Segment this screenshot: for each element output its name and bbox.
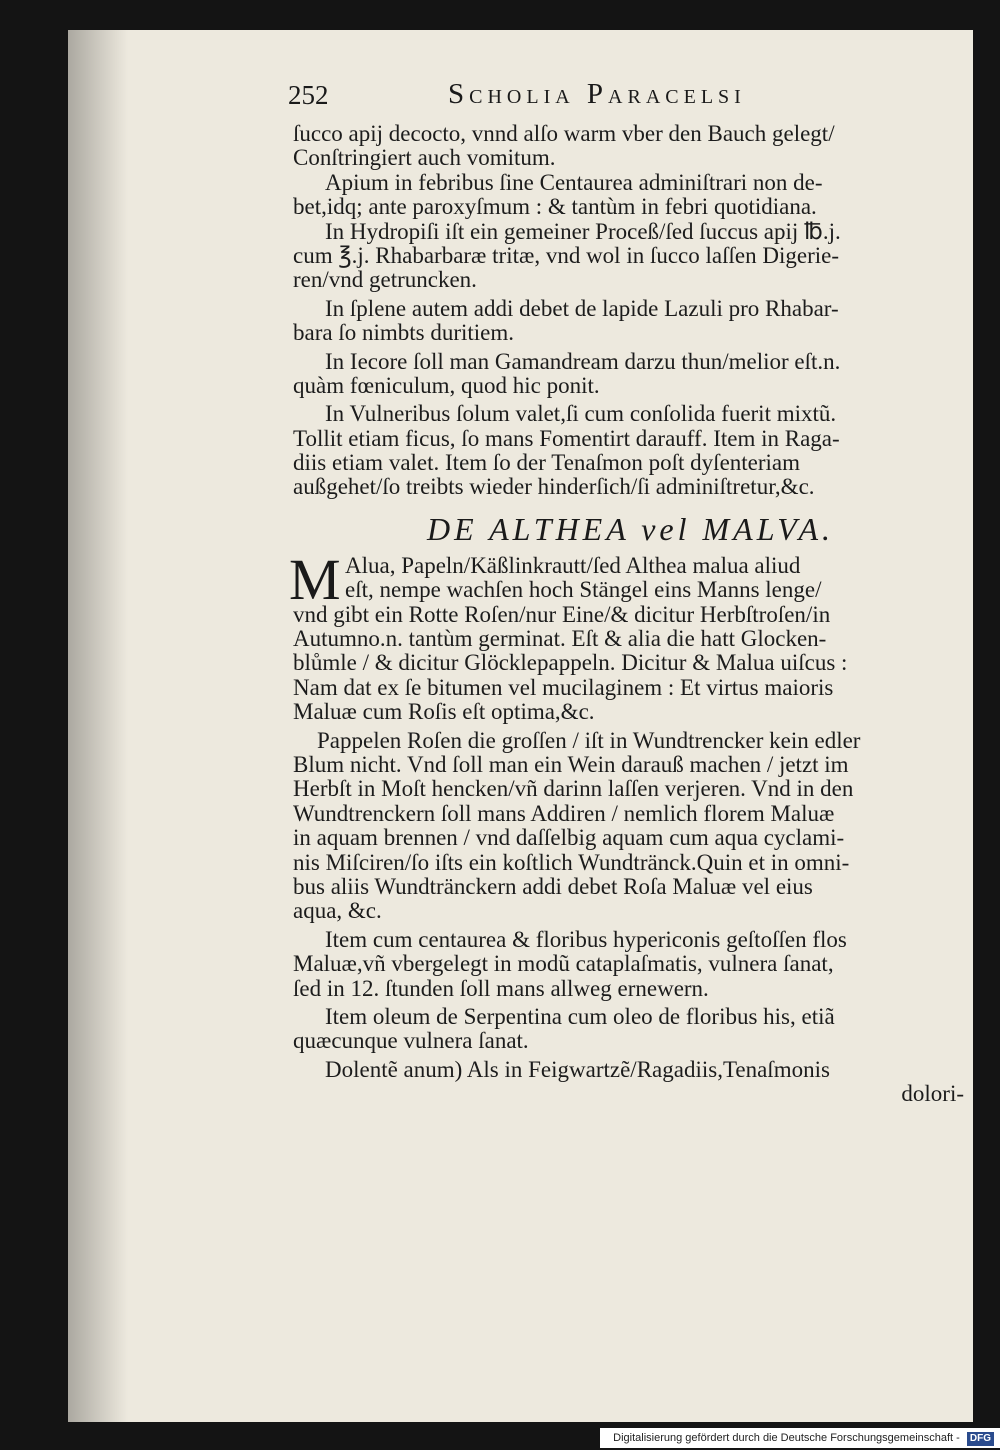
text-line: Dolentẽ anum) Als in Feigwartzẽ/Ragadiis,Tenaſmonis	[325, 1057, 830, 1082]
text-line: Item cum centaurea & floribus hypericonis geſtoſſen flos	[325, 927, 847, 952]
text-line: aqua, &c.	[293, 899, 382, 924]
credit-text: Digitalisierung gefördert durch die Deutsche Forschungsgemeinschaft -	[613, 1432, 960, 1444]
page-header	[288, 78, 958, 128]
section-title: DE ALTHEA vel MALVA.	[426, 510, 835, 547]
text-line: Autumno.n. tantùm germinat. Eſt & alia die hatt Glocken-	[293, 627, 827, 652]
running-head: Scholia Paracelsi	[448, 78, 746, 110]
text-line: Apium in febribus ſine Centaurea adminiſtrari non de-	[325, 170, 823, 195]
text-line: blůmle / & dicitur Glöcklepappeln. Dicitur & Malua uiſcus :	[293, 651, 848, 676]
text-line-content: Alua, Papeln/Käßlinkrautt/ſed Althea malua aliud	[345, 552, 801, 578]
text-line: In Vulneribus ſolum valet,ſi cum conſolida fuerit mixtũ.	[325, 402, 837, 427]
text-line: ſed in 12. ſtunden ſoll mans allweg ernewern.	[293, 976, 709, 1001]
text-line: Blum nicht. Vnd ſoll man ein Wein darauß machen / jetzt im	[293, 752, 849, 777]
text-line: eſt, nempe wachſen hoch Stängel eins Manns lenge/	[345, 578, 822, 603]
text-line: Conſtringiert auch vomitum.	[293, 146, 556, 171]
book-page	[68, 30, 973, 1422]
text-line: außgehet/ſo treibts wieder hinderſich/ſi adminiſtretur,&c.	[293, 475, 815, 500]
page-text	[289, 122, 968, 1107]
text-line: Nam dat ex ſe bitumen vel mucilaginem : Et virtus maioris	[293, 675, 834, 700]
text-line: In Iecore ſoll man Gamandream darzu thun/melior eſt.n.	[325, 349, 841, 374]
digitization-credit	[600, 1428, 1000, 1448]
text-line: nis Miſciren/ſo iſts ein koſtlich Wundtränck.Quin et in omni-	[293, 850, 850, 875]
text-line: in aquam brennen / vnd daſſelbig aquam cum aqua cyclami-	[293, 826, 845, 851]
text-line: bet,idq; ante paroxyſmum : & tantùm in febri quotidiana.	[293, 195, 817, 220]
text-line: bus aliis Wundtränckern addi debet Roſa Maluæ vel eius	[293, 874, 813, 899]
catchword: dolori-	[901, 1082, 964, 1107]
text-line: quàm fœniculum, quod hic ponit.	[293, 373, 600, 398]
text-line: Tollit etiam ficus, ſo mans Fomentirt darauff. Item in Raga-	[293, 426, 840, 451]
text-line: ſucco apij decocto, vnnd alſo warm vber den Bauch gelegt/	[293, 122, 835, 146]
drop-cap: M	[289, 546, 341, 612]
text-line: cum ℥.j. Rhabarbaræ tritæ, vnd wol in ſucco laſſen Digerie-	[293, 243, 839, 268]
text-line: Maluæ cum Roſis eſt optima,&c.	[293, 700, 595, 725]
text-line: vnd gibt ein Rotte Roſen/nur Eine/& dicitur Herbſtroſen/in	[293, 602, 831, 627]
text-line: ren/vnd getruncken.	[293, 268, 477, 293]
text-line: Pappelen Roſen die groſſen / iſt in Wundtrencker kein edler	[317, 728, 861, 753]
text-line: diis etiam valet. Item ſo der Tenaſmon poſt dyſenteriam	[293, 451, 801, 476]
page-number: 252	[288, 80, 329, 110]
text-line: Wundtrenckern ſoll mans Addiren / nemlich florem Maluæ	[293, 801, 835, 826]
text-line: In Hydropiſi iſt ein gemeiner Proceß/ſed ſuccus apij ℔.j.	[325, 219, 841, 244]
text-line: quæcunque vulnera ſanat.	[293, 1029, 529, 1054]
text-line: Herbſt in Moſt hencken/vñ darinn laſſen verjeren. Vnd in den	[293, 777, 854, 802]
text-line: Maluæ,vñ vbergelegt in modũ cataplaſmatis, vulnera ſanat,	[293, 952, 834, 977]
text-line: Item oleum de Serpentina cum oleo de floribus his, etiã	[325, 1004, 835, 1029]
text-line: In ſplene autem addi debet de lapide Lazuli pro Rhabar-	[325, 296, 839, 321]
text-line: bara ſo nimbts duritiem.	[293, 321, 515, 346]
dfg-logo-icon: DFG	[967, 1432, 994, 1446]
